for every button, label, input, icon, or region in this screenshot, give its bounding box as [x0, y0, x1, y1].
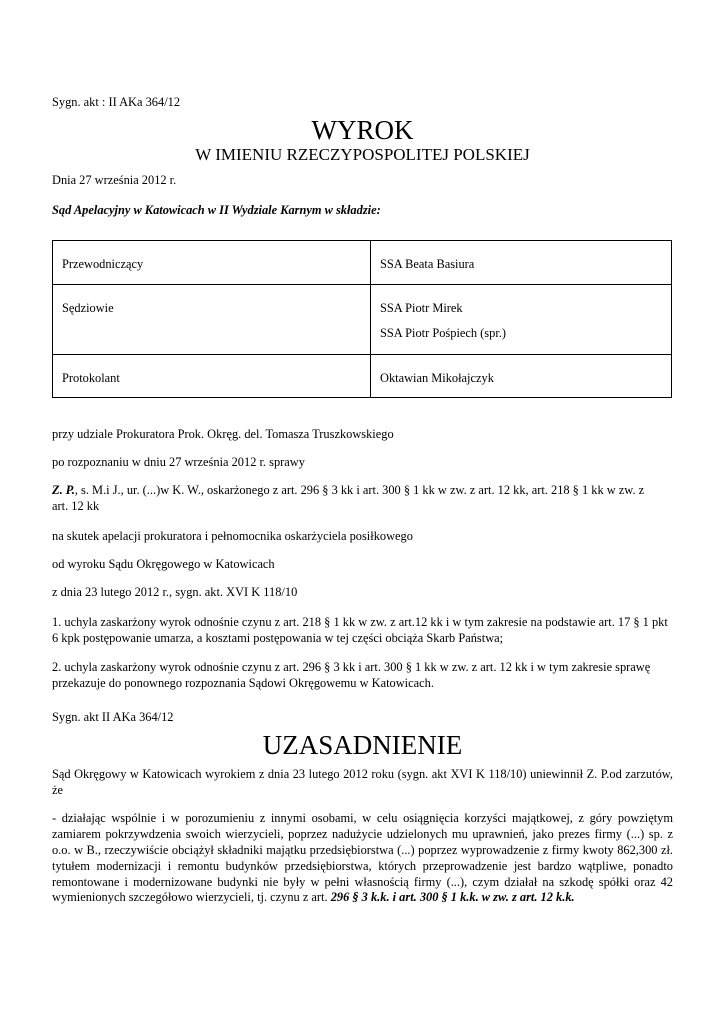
appeal-line: na skutek apelacji prokuratora i pełnomocnika oskarżyciela posiłkowego [52, 529, 413, 543]
hearing-line: po rozpoznaniu w dniu 27 września 2012 r. sprawy [52, 455, 305, 469]
names-cell [371, 355, 672, 398]
accused-details: , s. M.i J., ur. (...)w K. W., oskarżonego z art. 296 § 3 kk i art. 300 § 1 kk w zw. z art. 12 kk, art. 218 § 1 kk w zw. z art. 12 kk [52, 483, 645, 513]
charge-articles: 296 § 3 k.k. i art. 300 § 1 k.k. w zw. z art. 12 k.k. [330, 890, 575, 905]
table-row [53, 241, 672, 285]
ruling-point-2: 2. uchyla zaskarżony wyrok odnośnie czynu z art. 296 § 3 kk i art. 300 § 1 kk w zw. z art. 12 kk i w tym zakresie sprawę przekazuje do ponownego rozpoznania Sądowi Okręgowemu w Katowicach. [52, 660, 651, 690]
table-row [53, 285, 672, 355]
names-cell [371, 285, 672, 355]
member-name: SSA Beata Basiura [380, 257, 475, 271]
names-cell [371, 241, 672, 285]
role-cell: Przewodniczący [53, 241, 371, 285]
document-title: WYROK [311, 115, 414, 145]
court-composition-table [52, 240, 672, 398]
role-cell: Protokolant [53, 355, 371, 398]
ruling-point-1: 1. uchyla zaskarżony wyrok odnośnie czynu z art. 218 § 1 kk w zw. z art.12 kk i w tym zakresie na podstawie art. 17 § 1 pkt 6 kpk postępowanie umarza, a kosztami postępowania w tej części obciąża Skarb Państwa; [52, 615, 668, 645]
accused-paragraph [52, 483, 645, 515]
court-composition-heading: Sąd Apelacyjny w Katowicach w II Wydziale Karnym w składzie: [52, 203, 381, 217]
prosecutor-line: przy udziale Prokuratora Prok. Okręg. del. Tomasza Truszkowskiego [52, 427, 394, 441]
accused-name: Z. P. [52, 483, 75, 497]
member-name: Oktawian Mikołajczyk [380, 371, 494, 385]
member-name: SSA Piotr Pośpiech (spr.) [380, 325, 506, 340]
charge-text: - działając wspólnie i w porozumieniu z innymi osobami, w celu osiągnięcia korzyści majątkowej, z góry powziętym zamiarem pokrzywdzenia swoich wierzycieli, poprzez nadużycie udzielonych mu uprawnień, jako prezes firmy (...) sp. z o.o. w B., rzeczywiście obciążył składniki majątku przedsiębiorstwa (...) poprzez wyprowadzenie z firmy kwoty 862,300 zł. tytułem modernizacji i remontu budynków przedsiębiorstwa, których przeprowadzenie jest bardzo wątpliwe, ponadto remontowane i modernizowane budynki nie były w pełni własnością firmy (...), czym działał na szkodę spółki oraz 42 wymienionych szczegółowo wierzycieli, tj. czynu z art. [52, 811, 673, 905]
judgment-date: Dnia 27 września 2012 r. [52, 173, 177, 187]
member-name: SSA Piotr Mirek [380, 301, 463, 315]
justification-case-reference: Sygn. akt II AKa 364/12 [52, 710, 174, 724]
case-reference: Sygn. akt : II AKa 364/12 [52, 95, 181, 109]
justification-intro: Sąd Okręgowy w Katowicach wyrokiem z dnia 23 lutego 2012 roku (sygn. akt XVI K 118/10) uniewinnił Z. P.od zarzutów, że [52, 767, 673, 797]
lower-court-line: od wyroku Sądu Okręgowego w Katowicach [52, 557, 275, 571]
role-cell: Sędziowie [53, 285, 371, 355]
justification-title: UZASADNIENIE [262, 730, 463, 760]
document-subtitle: W IMIENIU RZECZYPOSPOLITEJ POLSKIEJ [195, 145, 530, 164]
lower-court-date-line: z dnia 23 lutego 2012 r., sygn. akt. XVI K 118/10 [52, 585, 298, 599]
table-row [53, 355, 672, 398]
charge-paragraph [52, 811, 673, 906]
